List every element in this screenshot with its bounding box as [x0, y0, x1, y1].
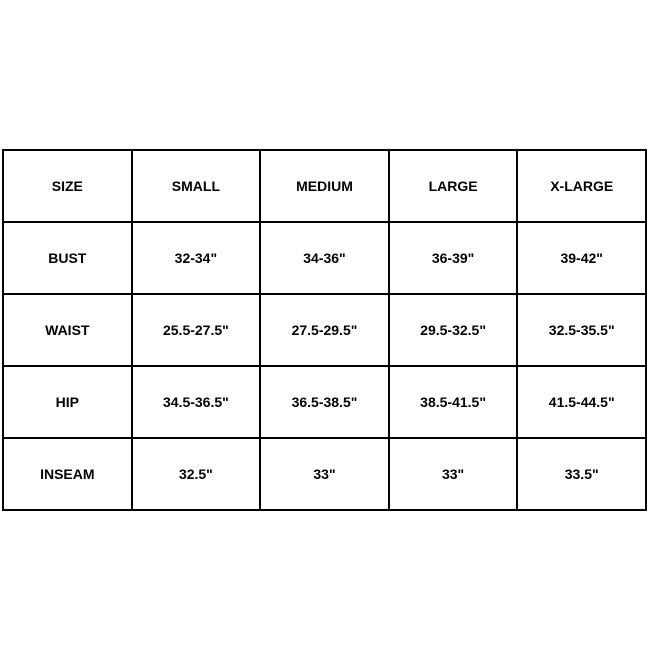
table-cell: 27.5-29.5" [260, 294, 389, 366]
table-row [3, 438, 646, 510]
table-cell: 29.5-32.5" [389, 294, 518, 366]
header-cell: SMALL [132, 150, 261, 222]
table-header-row [3, 150, 646, 222]
table-cell: 32-34" [132, 222, 261, 294]
table-cell: 33" [389, 438, 518, 510]
table-cell: 33" [260, 438, 389, 510]
table-cell: 32.5" [132, 438, 261, 510]
header-cell: MEDIUM [260, 150, 389, 222]
table-cell: 34-36" [260, 222, 389, 294]
table-cell: 41.5-44.5" [517, 366, 646, 438]
table-cell: 25.5-27.5" [132, 294, 261, 366]
table-cell: 34.5-36.5" [132, 366, 261, 438]
header-cell: SIZE [3, 150, 132, 222]
size-chart-table [2, 149, 647, 511]
header-cell: X-LARGE [517, 150, 646, 222]
row-label-cell: BUST [3, 222, 132, 294]
table-row [3, 366, 646, 438]
table-cell: 38.5-41.5" [389, 366, 518, 438]
row-label-cell: WAIST [3, 294, 132, 366]
row-label-cell: INSEAM [3, 438, 132, 510]
table-row [3, 294, 646, 366]
table-row [3, 222, 646, 294]
table-cell: 33.5" [517, 438, 646, 510]
table-cell: 36-39" [389, 222, 518, 294]
table-cell: 36.5-38.5" [260, 366, 389, 438]
table-cell: 39-42" [517, 222, 646, 294]
table-cell: 32.5-35.5" [517, 294, 646, 366]
row-label-cell: HIP [3, 366, 132, 438]
header-cell: LARGE [389, 150, 518, 222]
